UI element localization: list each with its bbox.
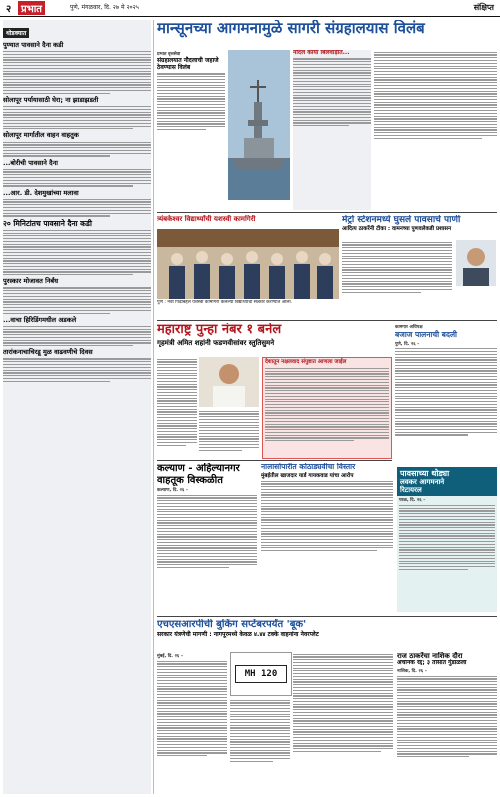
rain-box-head: [397, 467, 497, 496]
rain-headline-2: लवकर आगमनाने: [400, 478, 445, 487]
hsrp-dateline: मुंबई, दि. २६ –: [157, 654, 184, 659]
maharashtra-headline: महाराष्ट्र पुन्हा नंबर १ बनेल: [157, 323, 282, 337]
maharashtra-header: [157, 323, 392, 355]
top-story-header: [157, 20, 497, 48]
naxal-box-title: देशातून नक्षलवाद संपुष्टात आणला जाईल: [265, 359, 347, 365]
students-photo-caption: पुणे : नवी पिढीबद्दल यशस्वी कामगिरी केलेल्या विद्यार्थ्यांचा सत्कार करण्यात आला.: [157, 300, 293, 305]
raj-dateline: नाशिक, दि. २६ –: [397, 668, 427, 674]
brief-item: [3, 317, 151, 347]
top-story-kicker: प्रभात वृत्तसेवा: [157, 52, 181, 57]
hsrp-header: [157, 619, 497, 649]
section-label: संक्षिप्त: [473, 3, 494, 12]
hsrp-subhead: सरकार यंत्रणेची मागणी : नागपूरमध्ये केवळ ४.४४ टक्के वाहनांना नेवरप्लेट: [157, 630, 319, 638]
brief-item: [3, 220, 151, 276]
rain-dateline: परळ, दि. २६ –: [399, 498, 426, 504]
maharashtra-col-1: [157, 357, 197, 457]
rain-box: [397, 467, 497, 612]
page-number: २: [6, 4, 12, 15]
number-plate-photo: [230, 652, 292, 696]
top-story-headline: मान्सूनच्या आगमनामुळे सागरी संग्रहालयास विलंब: [157, 20, 425, 37]
top-story-side-lead: संग्रहालयात नौदलाची जहाजे ठेवण्यास विलंब: [157, 57, 219, 71]
hsrp-col-3: [293, 652, 393, 792]
hsrp-col-2: [230, 698, 290, 792]
amit-shah-photo: [199, 357, 259, 407]
brief-item: [3, 42, 151, 94]
navy-box: [293, 50, 371, 210]
kalyan-headline: कल्याण - अहिल्यानगर: [157, 463, 240, 474]
briefs-strip: थोडक्यात: [3, 28, 29, 38]
hsrp-col-1: [157, 652, 227, 792]
group-photo-illustration: [157, 229, 339, 299]
brief-headline: २० मिनिटांतच पावसाने दैना कडी: [3, 218, 92, 228]
top-story-continued: [374, 50, 497, 210]
raj-headline-2: अचानक रद्द; ३ तासात गुंडाळला: [397, 659, 467, 667]
kamgar-story: [395, 323, 497, 463]
top-story-lead: [157, 50, 225, 210]
kamgar-headline: बजाज पालनाची बदली: [395, 330, 457, 339]
kalyan-story: [157, 463, 257, 613]
section-divider: [157, 212, 497, 213]
rain-headline-3: रिटायरल: [400, 486, 422, 495]
brief-item: [3, 349, 151, 382]
metro-subhead: आदित्य ठाकरेंनी टीका : वामनच्या पुणवलेकडी प्रशासन: [342, 226, 452, 233]
nalasopara-story: [261, 463, 393, 613]
brief-item: [3, 278, 151, 313]
brief-headline: पुण्यात पावसाने दैना कडी: [3, 41, 64, 49]
brief-item: [3, 132, 151, 156]
warship-illustration: [228, 50, 290, 200]
brief-headline: सोलापूर पर्यायासाठी घेरा; ना झाडाझडती: [3, 95, 99, 104]
students-caption-box: [157, 300, 339, 314]
masthead: [0, 0, 500, 17]
brief-item: [3, 97, 151, 130]
nalasopara-subhead: मुंबईतील खाजदार यार्ड गायकवाड यांचा आरोप: [261, 472, 354, 479]
number-plate: MH 120: [235, 665, 287, 683]
warship-photo: [228, 50, 290, 200]
hsrp-headline: एचएसआरपीची बुकिंग सप्टेंबरपर्यंत 'बूक': [157, 619, 307, 630]
section-divider: [157, 616, 497, 617]
left-briefs-column: [3, 20, 151, 794]
students-headline: त्र्यंबकेश्वर विद्यार्थ्यांची यशस्वी कामगिरी: [157, 215, 256, 223]
raj-headline: राज ठाकरेंचा नाशिक दौरा: [397, 652, 463, 660]
maharashtra-subhead: गृहमंत्री अमित शहांनी फडणवीसांवर स्तुतिसुमने: [157, 338, 275, 347]
brief-headline: तारांकनाचाचिरडू मुळ वाढवणीचे दिवस: [3, 348, 93, 357]
brief-headline: सोलापूर मार्गातील वाहन वाहतुक: [3, 131, 79, 140]
column-divider: [153, 20, 154, 794]
rain-headline: पावसाच्या थोड्या: [400, 469, 450, 478]
newspaper-logo: प्रभात: [18, 1, 45, 15]
portrait-illustration: [456, 240, 496, 286]
section-divider: [157, 460, 392, 461]
portrait-photo: [456, 240, 496, 286]
brief-headline: ...आर. डी. देशमुखांच्या मलावा: [3, 188, 79, 197]
speaker-illustration: [199, 357, 259, 407]
section-divider: [157, 320, 497, 321]
navy-box-title: नौदल काया बिलवाड़ीत...: [293, 50, 350, 56]
students-strip-head: [157, 215, 337, 227]
brief-item: [3, 160, 151, 187]
metro-headline: मेट्रो स्टेशनमध्ये घुसले पावसाचे पाणी: [342, 215, 461, 225]
kalyan-headline-2: वाहतूक विस्कळीत: [157, 474, 223, 486]
metro-story-header: [342, 215, 497, 237]
raj-thackeray-story: [397, 652, 497, 792]
kamgar-dateline: पुणे, दि. २६ –: [395, 341, 420, 347]
date-line: पुणे, मंगळवार, दि. २७ मे २०२५: [70, 4, 139, 11]
brief-headline: ...वाचा हिरिडिंगमधील अडकले: [3, 315, 77, 324]
naxal-box: [262, 357, 392, 459]
metro-story-body: [342, 240, 452, 318]
maharashtra-col-2: [199, 409, 259, 457]
students-photo: [157, 229, 339, 299]
kamgar-kicker: कामगार अधिपक्ष: [395, 325, 423, 330]
brief-item: [3, 190, 151, 217]
brief-headline: पुरस्कार मोजावत निर्बंध: [3, 277, 59, 286]
brief-headline: ...बोरीची पावसाने दैना: [3, 158, 58, 167]
nalasopara-headline: नालासोपारीत कोठाड्यवीचा विस्तार: [261, 463, 356, 471]
kalyan-dateline: कल्याण, दि. २६ –: [157, 488, 189, 493]
